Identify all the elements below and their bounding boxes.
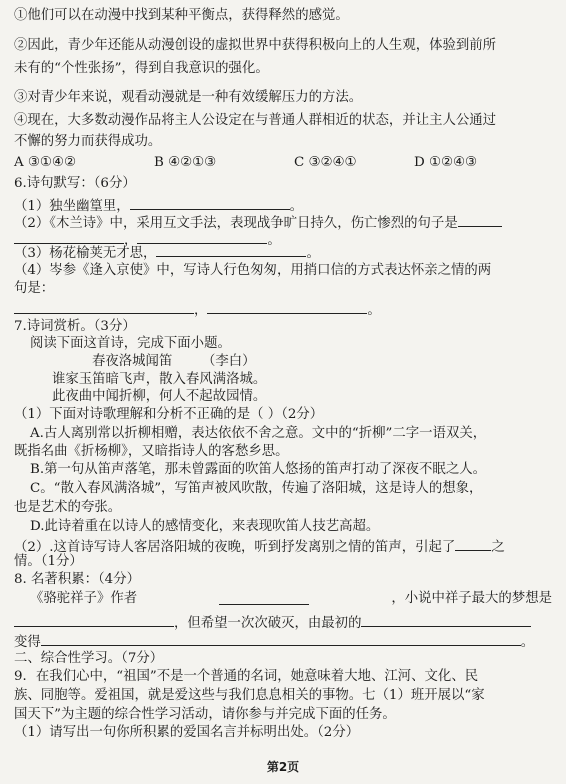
q6-2b: ， 。	[14, 229, 552, 250]
q6-3: （3）杨花榆荚无才思， 。	[14, 242, 552, 263]
sentence-4-line2: 不懈的努力而获得成功。	[14, 134, 162, 149]
q7-option-b: B.第一句从笛声落笔，那未曾露面的吹笛人悠扬的笛声打动了深夜不眠之人。	[30, 462, 486, 477]
q8-line2: ，但希望一次次破灭，由最初的	[14, 612, 552, 633]
answer-blank[interactable]	[455, 536, 491, 551]
q9-line3: 国天下”为主题的综合性学习活动，请你参与并完成下面的任务。	[14, 707, 396, 722]
sentence-1: ①他们可以在动漫中找到某种平衡点，获得释然的感觉。	[14, 8, 349, 23]
q6-1: （1）独坐幽篁里， 。	[14, 195, 552, 216]
q8-title: 8. 名著积累：（4分）	[14, 572, 140, 587]
answer-blank[interactable]	[156, 242, 306, 257]
q7-option-a-line2: 既指名曲《折杨柳》，又暗指诗人的客愁乡思。	[14, 444, 289, 459]
q7-sub1: （1）下面对诗歌理解和分析不正确的是（ ）（2分）	[14, 407, 324, 422]
answer-blank[interactable]	[41, 631, 521, 646]
answer-blank[interactable]	[219, 590, 309, 605]
q7-option-a-line1: A.古人离别常以折柳相赠，表达依依不舍之意。文中的“折柳”二字一语双关，	[30, 426, 487, 441]
poem-author: （李白）	[202, 354, 256, 369]
q7-sub2: （2）.这首诗写诗人客居洛阳城的夜晚，听到抒发离别之情的笛声，引起了 之	[14, 536, 552, 557]
choice-c[interactable]: C ③②④①	[294, 155, 357, 170]
answer-blank[interactable]	[130, 195, 290, 210]
q6-4-line1: （4）岑参《逢入京使》中，写诗人行色匆匆，用捎口信的方式表达怀亲之情的两	[14, 263, 492, 278]
q7-option-c-line1: C。“散入春风满洛城”，写笛声被风吹散，传遍了洛阳城，这是诗人的想象，	[30, 481, 483, 496]
q6-4b: ， 。	[14, 299, 552, 320]
q7-option-c-line2: 也是艺术的夸张。	[14, 500, 122, 515]
poem-title: 春夜洛城闻笛	[92, 354, 173, 369]
q6-2: （2）《木兰诗》中，采用互文手法，表现战争旷日持久，伤亡惨烈的句子是	[14, 212, 552, 233]
answer-blank[interactable]	[458, 212, 502, 227]
poem-line-1: 谁家玉笛暗飞声，散入春风满洛城。	[52, 372, 267, 387]
page-number: 第2页	[266, 760, 300, 774]
q6-4-line2: 句是：	[14, 281, 55, 296]
q7-intro: 阅读下面这首诗，完成下面小题。	[30, 336, 231, 351]
answer-blank[interactable]	[361, 612, 531, 627]
q8-line3: 变得 。	[14, 631, 552, 652]
choice-a[interactable]: A ③①④②	[14, 155, 76, 170]
q9-line1: 9．在我们心中，“祖国”不是一个普通的名词，她意味着大地、江河、文化、民	[14, 669, 479, 684]
q8-line1: 《骆驼祥子》作者 ，小说中祥子最大的梦想是	[30, 591, 552, 606]
q7-title: 7.诗词赏析。（3分）	[14, 319, 136, 334]
section-2-title: 二、综合性学习。（7分）	[14, 651, 164, 666]
q7-sub2-line2: 情。（1分）	[14, 554, 83, 569]
sentence-2-line2: 未有的“个性张扬”，得到自我意识的强化。	[14, 61, 269, 76]
answer-blank[interactable]	[14, 299, 194, 314]
order-choices	[14, 154, 552, 172]
poem-line-2: 此夜曲中闻折柳，何人不起故园情。	[52, 389, 267, 404]
choice-b[interactable]: B ④②①③	[154, 155, 217, 170]
q6-title: 6.诗句默写：（6分）	[14, 176, 136, 191]
answer-blank[interactable]	[207, 299, 367, 314]
sentence-3: ③对青少年来说，观看动漫就是一种有效缓解压力的方法。	[14, 90, 363, 105]
sentence-4-line1: ④现在，大多数动漫作品将主人公设定在与普通人群相近的状态，并让主人公通过	[14, 113, 497, 128]
q9-line2: 族、同胞等。爱祖国，就是爱这些与我们息息相关的事物。七（1）班开展以“家	[14, 688, 485, 703]
answer-blank[interactable]	[14, 612, 174, 627]
q7-option-d: D.此诗着重在以诗人的感情变化，来表现吹笛人技艺高超。	[30, 519, 380, 534]
q9-sub1: （1）请写出一句你所积累的爱国名言并标明出处。（2分）	[14, 725, 360, 740]
choice-d[interactable]: D ①②④③	[414, 155, 478, 170]
sentence-2-line1: ②因此，青少年还能从动漫创设的虚拟世界中获得积极向上的人生观，体验到前所	[14, 38, 497, 53]
